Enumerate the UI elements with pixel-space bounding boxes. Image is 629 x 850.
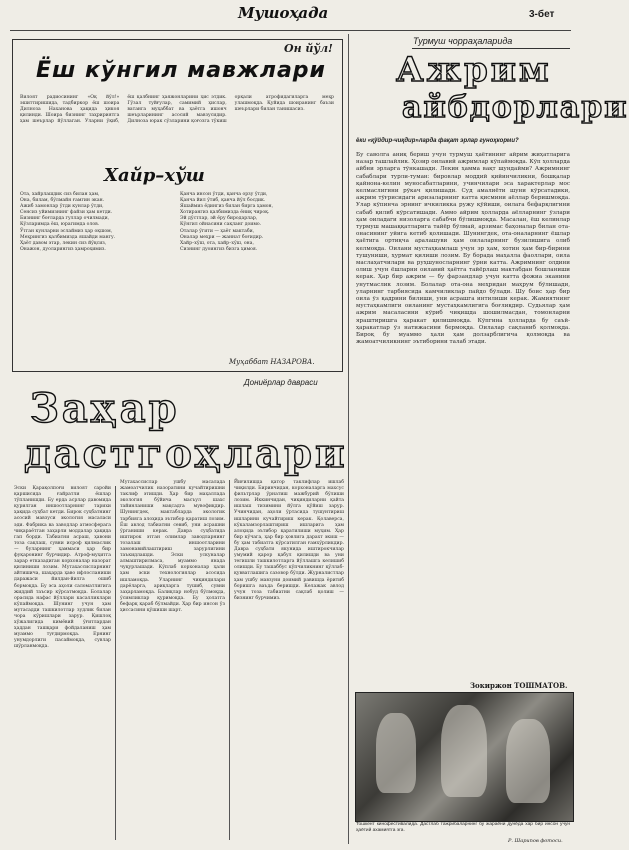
- poem2-title: Хайр–хўш: [104, 165, 205, 186]
- right-title-line2: айбдорлари: [402, 90, 629, 125]
- feature-col1: Эски Қарақолпоғи вилоят саройи қаршисида ғайратли ёшлар тўпланишди. Бу ерда асрлар давомида қурилган иншоотларнинг тарихи ҳақида суҳбат кетди. Бирок суҳбатнинг асосий мавзуси экология масаласи эди. Фабрика ва заводлар атмосферага чиқараётган заҳарли моддалар ҳақида гап борди. Табиатни асраш, ҳавони тоза сақлаш, сувни исроф қилмаслик — буларнинг ҳаммаси ҳар бир фуқаронинг бурчидир. Атроф-муҳитга зарар етказадиган корхоналар назорат қилиниши лозим. Мутахассисларнинг айтишича, шаҳарда ҳаво ифлосланиши даражаси йилдан-йилга ошиб бормоқда. Бу эса аҳоли саломатлигига жиддий таъсир кўрсатмоқда. Болалар орасида нафас йўллари касалликлари кўпаймоқда. Шунинг учун ҳам мутасадди ташкилотлар зудлик билан чора кўришлари зарур. Қишлоқ хўжалигида кимёвий ўғитлардан ҳаддан ташқари фойдаланиш ҳам муаммо туғдирмоқда. Ернинг унумдорлиги пасаймоқда, сувлар шўрланмоқда.: [14, 486, 113, 650]
- feature-title-line2: дастгоҳлари: [24, 430, 348, 477]
- poem1-dateline: Он йўл!: [284, 42, 333, 55]
- photo-figure-1: [376, 713, 416, 793]
- right-title-line1: Ажрим: [396, 50, 552, 90]
- feature-rubric: Дониёрлар давраси: [244, 378, 318, 387]
- feature-col2: Мутахассислар ушбу масалада жамоатчилик назоратини кучайтиришни таклиф этишди. Ҳар бир маҳаллада экология бўйича масъул шахс тайинланиши мақсадга мувофиқдир. Шунингдек, мактабларда экологик тарбияга алоҳида эътибор қаратиш лозим. Ёш авлод табиатни севиб, уни асрашни ўрганиши керак. Давра суҳбатида иштирок этган олимлар заводларнинг тозалаш иншоотларини замонавийлаштириш зарурлигини таъкидлашди. Эски ускуналар алмаштирилмаса, муаммо янада чуқурлашади. Кўплаб корхоналар ҳали ҳам эски технологиялар асосида ишламоқда. Уларнинг чиқиндилари дарёларга, ариқларга тушиб, сувни заҳарламоқда. Балиқлар нобуд бўлмоқда, ўсимликлар қуримоқда. Бу ҳолатга бефарқ қараб бўлмайди. Ҳар бир инсон ўз ҳиссасини қўшиши шарт.: [120, 480, 227, 613]
- news-photo: [355, 692, 574, 822]
- poem2-col1: Ота, хайрлашдик сиз билан ҳам, Она, билам, бўлмайн ғамгин экан. Ажиб замонлар ўтди кунлар ўтди, Сенсиз уйимизнинг файзи ҳам кетди. Бизнинг боғларда гуллар очилмади, Кўзларимда ёш, юрагимда олов. Ўтган кунларни эслаймиз ҳар оқшом, Меҳрингиз қалбимизда яшайди мангу. Ҳаёт давом этар, лекин сиз йўқсиз, Онажон, дуоларингиз ҳамроҳимиз.: [20, 192, 116, 252]
- feature-col3: Йиғилишда қатор таклифлар ишлаб чиқилди. Биринчидан, корхоналарга махсус фильтрлар ўрнатиш мажбурий бўлиши лозим. Иккинчидан, чиқиндиларни қайта ишлаш тизимини йўлга қўйиш зарур. Учинчидан, аҳоли ўртасида тушунтириш ишларини кучайтириш керак. Қолаверса, кўкаламзорлаштириш ишларига ҳам алоҳида эътибор қаратилиши муҳим. Ҳар бир кўчага, ҳар бир ҳовлига дарахт экиш — бу ҳам табиатга кўрсатилган ғамхўрликдир. Давра суҳбати якунида иштирокчилар умумий қарор қабул қилишди ва уни тегишли ташкилотларга йўллашга келишиб олишди. Бу ташаббус кўпчиликнинг қўллаб-қувватлашига сазовор бўлди. Журналистлар ҳам ушбу мавзуни доимий равишда ёритиб боришга ваъда беришди. Келажак авлод учун тоза табиатни сақлаб қолиш — бизнинг бурчимиз.: [234, 480, 346, 601]
- right-author: Зокиржон ТОШМАТОВ.: [470, 681, 568, 690]
- page-number: 3-бет: [529, 9, 555, 20]
- section-divider: [348, 34, 349, 844]
- poem1-text: Вилоят радиосининг «Оқ йўл!» эшиттиришида, тадбиркор ёш шоира Дилноза Наханова ҳақида ҳикоя қилинди. Шоира бизнинг таҳририятга ҳам шеърлар йўллаган. Уларни ўқиб, ёш қалбнинг ҳаяжонларини ҳис этдик. Гўзал туйғулар, самимий ҳислар, ватанга муҳаббат ва ҳаётга ишонч шеърларининг асосий мавзусидир. Дилноза юрак сўзларини қоғозга тўкиш орқали атрофидагиларга меҳр улашмоқда. Қуйида шоиранинг баъзи шеърлари билан танишасиз.: [20, 95, 336, 125]
- photo-caption: Тошкент кинофестивалида. Дастлаб тажрибаларнинг бу жараёни дунёда хар бир инсон учун ҳаётий ахамиятга эга.: [356, 822, 572, 833]
- poem2-author: Муҳаббат НАЗАРОВА.: [229, 358, 315, 366]
- poem1-title: Ёш кўнгил мавжлари: [36, 58, 326, 83]
- right-body: Бу саволга аниқ бериш учун турмуш ҳаётининг айрим жиҳатларига назар ташлайлик. Ҳозир оилавий ажримлар кўпаймоқда. Кўп ҳолларда айбни эрларга тўнкашади. Лекин ҳамма вақт шундайми? Ажримнинг сабаблари турли-туман: бировлар моддий қийинчиликни, бошқалар қайнона-келин муносабатларини, учинчилари эса характерлар мос келмаслигини рўкач қилишади. Суд амалиёти шуни кўрсатадики, ажрим тўғрисидаги аризаларнинг катта қисмини аёллар беришмоқда. Улар кўпинча эрнинг ичкиликка ружу қўйиши, оилага бефарқлигини сабаб қилиб кўрсатишади. Аммо айрим ҳолларда аёлларнинг ўзлари ҳам оиладаги низоларга сабабчи бўлишмоқда. Масалан, ёш келинлар турмуш машаққатларига тайёр бўлмай, арзимас баҳоналар билан ота-онасининг уйига кетиб қолишади. Шунингдек, ота-оналарнинг ёшлар ҳаётига ортиқча аралашуви ҳам оилаларнинг бузилишига олиб келмоқда. Оилани мустаҳкамлаш учун эр ҳам, хотин ҳам бир-бирини тушуниши, ҳурмат қилиши лозим. Бу борада маҳалла фаоллари, оила маслаҳатчилари ва руҳшуносларнинг ўрни катта. Ажримнинг олдини олиш учун ёшларни оилавий ҳаётга тайёрлаш мактабдан бошланиши керак. Ҳар бир ажрим — бу фарзандлар учун катта фожиа эканини унутмаслик лозим. Болалар ота-она меҳридан маҳрум бўлишади, уларнинг тарбиясида камчиликлар пайдо бўлади. Шу боис ҳар бир оила ўз қадрини билиши, уни асрашга интилиши керак. Жамиятнинг мустаҳкамлиги оиланинг мустаҳкамлигига боғлиқдир. Судьялар ҳам ажрим масаласини кўриб чиқишда шошилмасдан, томонларни яраштиришга ҳаракат қилишмоқда. Кўпгина ҳолларда бу саъй-ҳаракатлар ўз натижасини бермоқда. Оилалар сақланиб қолмоқда. Бироқ бу муаммо ҳали ҳам долзарблигича қолмоқда ва жамоатчиликнинг эътиборини талаб этади.: [356, 152, 572, 346]
- photo-credit: Р. Шарипов фотоси.: [508, 838, 563, 844]
- poem2-col2: Қанча инсон ўтди, қанча орзу ўтди, Қанча йил ўтиб, қанча йўл босдик. Яшаймиз ёдингиз билан бирга ҳамон, Хотирангиз қалбимизда ёниқ чироқ. Эй дўстлар, эй ёру биродарлар, Кўнгил ойнасини сақланг доимо. Оталар ўгити — ҳаёт мактаби, Оналар меҳри — жаннат боғидир. Хайр–хўш, ота, хайр–хўш, она, Сизнинг дуоингиз бизга ҳимоя.: [180, 192, 274, 252]
- photo-figure-2: [441, 705, 487, 797]
- right-rubric-underline: [412, 48, 570, 49]
- right-rubric: Турмуш чорраҳаларида: [413, 36, 513, 46]
- masthead-rule: [10, 30, 571, 31]
- photo-figure-3: [506, 719, 550, 803]
- feature-column-rule-2: [229, 480, 230, 840]
- feature-column-rule-1: [115, 486, 116, 840]
- masthead-title: Мушоҳада: [238, 4, 329, 22]
- right-subtitle: ёки «қўйдир-чиқдир»ларда фақат эрлар гуноҳкорми?: [356, 138, 519, 144]
- feature-title-line1: Заҳар: [30, 385, 180, 432]
